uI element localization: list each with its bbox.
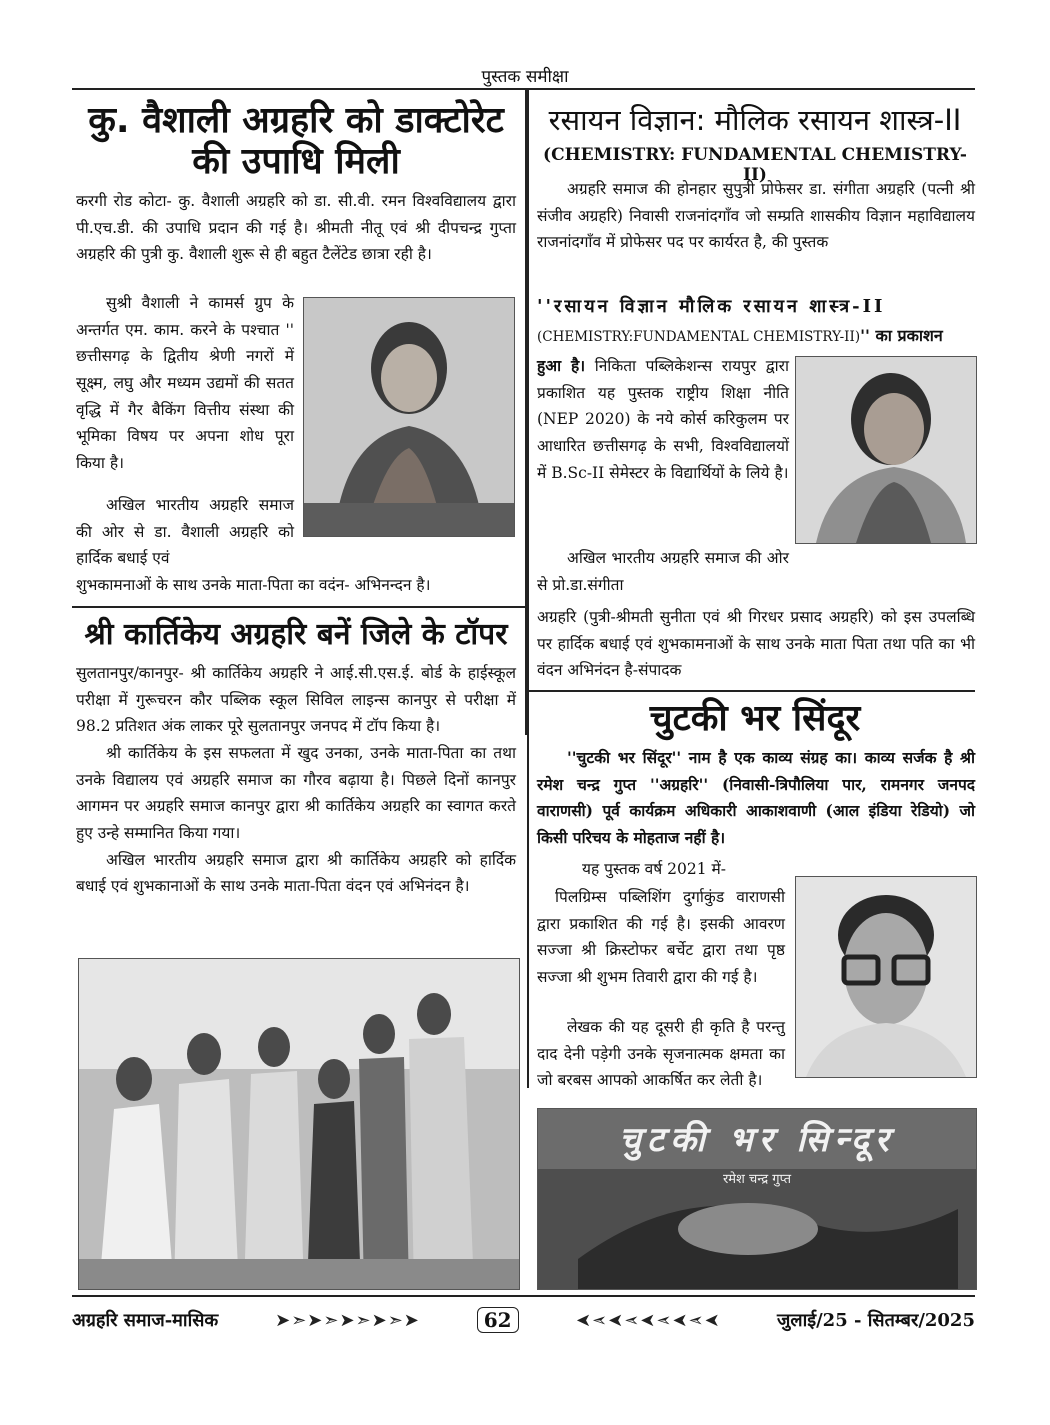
vaishali-photo [303,297,515,537]
article4-para3: लेखक की यह दूसरी ही कृति है परन्तु दाद देनी पड़ेगी उनके सृजनात्मक क्षमता का जो बरबस आपको आकर्षित कर लेती है। [537,1018,785,1090]
article4-para2: पिलग्रिम्स पब्लिशिंग दुर्गाकुंड वाराणसी द्वारा प्रकाशित की गई है। इसकी आवरण सज्जा श्री क्रिस्टोफर बर्चेट द्वारा तथा पृष्ठ सज्जा श्री शुभम तिवारी द्वारा की गई है। [537,888,785,986]
header-rule [72,88,975,90]
article4-para1: यह पुस्तक वर्ष 2021 में- [582,860,727,878]
footer-rule [72,1295,975,1297]
article4-title: चुटकी भर सिंदूर [649,698,861,739]
article3-title: रसायन विज्ञान: मौलिक रसायन शास्त्र-II [548,103,962,137]
article3-para2-bold: हुआ है। [537,356,586,375]
footer [72,1302,975,1338]
article1-para1: करगी रोड कोटा- कु. वैशाली अग्रहरि को डा. सी.वी. रमन विश्वविद्यालय द्वारा पी.एच.डी. की उपाधि प्रदान की गई है। श्रीमती नीतू एवं श्री दीपचन्द्र गुप्ता अग्रहरि की पुत्री कु. वैशाली शुरू से ही बहुत टैलेंटेड छात्रा रही है। [76,192,516,264]
kartikeya-group-photo [78,958,520,1290]
left-divider [72,606,527,608]
sangeeta-photo [795,356,977,544]
book-cover-image [537,1108,977,1290]
ramesh-photo [795,876,977,1078]
column-divider-full [527,88,529,1088]
page-number: 62 [477,1307,519,1333]
article3-para3a: अखिल भारतीय अग्रहरि समाज की ओर से प्रो.डा.संगीता [537,549,789,594]
article3-para1: अग्रहरि समाज की होनहार सुपुत्री प्रोफेसर डा. संगीता अग्रहरि (पत्नी श्री संजीव अग्रहरि) निवासी राजनांदगाँव जो सम्प्रति शासकीय विज्ञान महाविद्यालय राजनांदगाँव में प्रोफेसर पद पर कार्यरत है, की पुस्तक [537,180,975,252]
article2-title: श्री कार्तिकेय अग्रहरि बनें जिले के टॉपर [84,617,508,652]
article3-book-title: ''रसायन विज्ञान मौलिक रसायन शास्त्र-II [537,296,886,317]
article1-title: कु. वैशाली अग्रहरि को डाक्टोरेट की उपाधि मिली [88,100,504,183]
article3-para2: निकिता पब्लिकेशन्स रायपुर द्वारा प्रकाशित यह पुस्तक राष्ट्रीय शिक्षा नीति (NEP 2020) के नये कोर्स करिकुलम पर आधारित छत्तीसगढ़ के सभी, विश्वविद्यालयों में B.Sc-II सेमेस्टर के विद्यार्थियों के लिये है। [537,357,789,482]
article3-book-sub2: '' का प्रकाशन [860,326,943,345]
article3-subtitle: (CHEMISTRY: FUNDAMENTAL CHEMISTRY-II) [543,145,967,185]
article2-para1: सुलतानपुर/कानपुर- श्री कार्तिकेय अग्रहरि ने आई.सी.एस.ई. बोर्ड के हाईस्कूल परीक्षा में गुरूचरन कौर पब्लिक स्कूल सिविल लाइन्स कानपुर से परीक्षा में 98.2 प्रतिशत अंक लाकर पूरे सुलतानपुर जनपद में टॉप किया है। [76,664,516,736]
article1-para3a: अखिल भारतीय अग्रहरि समाज की ओर से डा. वैशाली अग्रहरि को हार्दिक बधाई एवं [76,496,294,568]
article1-para3b: शुभकामनाओं के साथ उनके माता-पिता का वदंन- अभिनन्दन है। [76,576,431,594]
book-cover-title: चुटकी भर सिन्दूर [619,1120,895,1160]
article4-lead: ''चुटकी भर सिंदूर'' नाम है एक काव्य संग्रह का। काव्य सर्जक है श्री रमेश चन्द्र गुप्त ''अग्रहरि'' (निवासी-त्रिपौलिया पार, रामनगर जनपद वाराणसी) पूर्व कार्यक्रम अधिकारी आकाशवाणी (आल इंडिया रेडियो) जो किसी परिचय के मोहताज नहीं है। [537,748,975,847]
right-divider [527,690,975,692]
article1-para2: सुश्री वैशाली ने कामर्स ग्रुप के अन्तर्गत एम. काम. करने के पश्चात '' छत्तीसगढ़ के द्वितीय श्रेणी नगरों में सूक्ष्म, लघु और मध्यम उद्यमों की सतत वृद्धि में गैर बैकिंग वित्तीय संस्था की भूमिका विषय पर अपना शोध पूरा किया है। [76,294,294,472]
article2-para3: अखिल भारतीय अग्रहरि समाज द्वारा श्री कार्तिकेय अग्रहरि को हार्दिक बधाई एवं शुभकानाओं के साथ उनके माता-पिता वंदन एवं अभिनंदन है। [76,850,516,896]
article3-para3b: अग्रहरि (पुत्री-श्रीमती सुनीता एवं श्री गिरधर प्रसाद अग्रहरि) को इस उपलब्धि पर हार्दिक बधाई एवं शुभकामनाओं के साथ उनके माता पिता तथा पति का भी वंदन अभिनंदन है-संपादक [537,608,975,680]
footer-magazine-name: अग्रहरि समाज-मासिक [72,1310,219,1331]
footer-issue-date: जुलाई/25 - सितम्बर/2025 [777,1310,975,1331]
article3-book-sub: (CHEMISTRY:FUNDAMENTAL CHEMISTRY-II) [537,329,861,345]
article2-para2: श्री कार्तिकेय के इस सफलता में खुद उनका, उनके माता-पिता का तथा उनके विद्यालय एवं अग्रहरि समाज का गौरव बढ़ाया है। पिछले दिनों कानपुर आगमन पर अग्रहरि समाज कानपुर द्वारा श्री कार्तिकेय अग्रहरि का स्वागत करते हुए उन्हे सम्मानित किया गया। [76,743,516,842]
book-cover-author: रमेश चन्द्र गुप्त [722,1172,792,1187]
vine-ornament-right-icon: ➤➣➤➣➤➣➤➣➤ [575,1309,721,1331]
section-header: पुस्तक समीक्षा [481,67,569,87]
vine-ornament-left-icon: ➤➣➤➣➤➣➤➣➤ [275,1309,420,1331]
